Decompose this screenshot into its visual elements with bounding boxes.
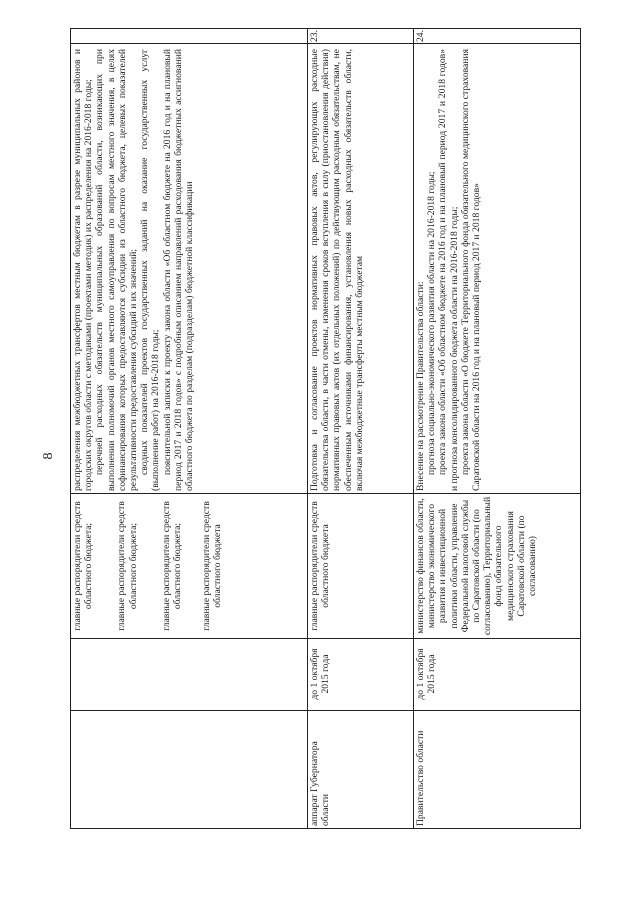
row-24-number: 24. (415, 30, 426, 42)
row-1-responsible-cell (72, 495, 305, 636)
row-24-paragraph: Внесение на рассмотрение Правительства области: (415, 281, 426, 491)
table-border-line (413, 28, 414, 829)
row-1-responsible: главные распорядители средств областного бюджета; (72, 501, 95, 631)
row-24-coordinator-cell (415, 712, 578, 826)
row-23-responsible: главные распорядители средств областного бюджета (309, 501, 332, 631)
row-1-paragraph: сводных показателей проектов государственных заданий на оказание государственных услуг (выполнение работ) на 2016-2018 годы; (139, 49, 162, 491)
row-23-number-cell (309, 30, 323, 42)
row-1-responsible: главные распорядители средств областного бюджета; (160, 501, 184, 631)
row-23-deadline: до 1 октября 2015 года (309, 648, 332, 700)
table-border-line (70, 828, 581, 829)
table-border-line (307, 28, 308, 829)
row-24-coordinator: Правительство области (415, 730, 426, 826)
row-23-paragraph: Подготовка и согласование проектов нормативных правовых актов, регулирующих расходные обязательства области, в части отмены, изменения сроков вступления в силу (приостановления действия) нормативных правовых актов (их отдельных положений) по действующим расходным обязательствам, не обеспеченным источниками финансирования, установления новых расходных обязательств области, включая межбюджетные трансферты местным бюджетам (309, 49, 365, 491)
row-24-description-cell (415, 45, 578, 491)
row-23-description-cell (309, 45, 411, 491)
row-23-coordinator: аппарат Губернатора области (309, 741, 332, 826)
row-23-deadline-cell (309, 640, 411, 708)
row-1-paragraph: пояснительной записки к проекту закона области «Об областном бюджете на 2016 год и на плановый период 2017 и 2018 годов» с подробным описанием направлений расходования бюджетных ассигнований областного бюджета по разделам (подразделам) бюджетной классификации (161, 49, 196, 491)
row-1-description-cell (72, 45, 305, 491)
row-24-paragraph: прогноза социально-экономического развития области на 2016-2018 годы; (426, 171, 438, 475)
row-24-deadline: до 1 октября 2015 года (415, 648, 438, 700)
row-1-paragraph: перечней расходных обязательств муниципальных образований области, возникающих при выполнении полномочий органов местного самоуправления по вопросам местного значения, в целях софинансирования которых предоставляются субсидии из областного бюджета, целевых показателей результативности предоставления субсидий и их значений; (94, 49, 140, 491)
row-24-paragraph: проекта закона области «О бюджете Территориального фонда обязательного медицинского страхования Саратовской области на 2016 год и на плановый период 2017 и 2018 годов» (459, 49, 483, 491)
table-border-line (70, 28, 581, 29)
table-border-line (70, 493, 581, 494)
row-24-responsible-cell (415, 495, 578, 636)
table-border-line (580, 28, 581, 829)
row-24-responsible: министерство финансов области, министерство экономического развития и инвестиционной политики области, управление Федеральной налоговой службы по Саратовской области (по согласованию), Территориальный фонд обязательного медицинского страхования Саратовской области (по согласованию) (415, 496, 539, 636)
row-23-coordinator-cell (309, 712, 411, 826)
row-1-responsible: главные распорядители средств областного бюджета; (116, 501, 139, 631)
row-23-number: 23. (309, 30, 320, 42)
row-1-paragraph: распределения межбюджетных трансфертов местным бюджетам в разрезе муниципальных районов и городских округов области с методиками (проектами методик) их распределения на 2016-2018 годы; (72, 49, 95, 491)
table-border-line (70, 28, 71, 829)
row-1-responsible: главные распорядители средств областного бюджета (201, 501, 224, 631)
row-24-deadline-cell (415, 640, 578, 708)
table-border-line (70, 43, 581, 44)
table-border-line (70, 638, 581, 639)
row-24-paragraph: проекта закона области «Об областном бюджете на 2016 год и на плановый период 2017 и 2018 годов» и прогноза консолидированного бюджета области на 2016-2018 годы; (437, 49, 460, 491)
table-border-line (70, 710, 581, 711)
row-24-number-cell (415, 30, 429, 42)
page-number: 8 (41, 452, 56, 460)
row-23-responsible-cell (309, 495, 411, 636)
